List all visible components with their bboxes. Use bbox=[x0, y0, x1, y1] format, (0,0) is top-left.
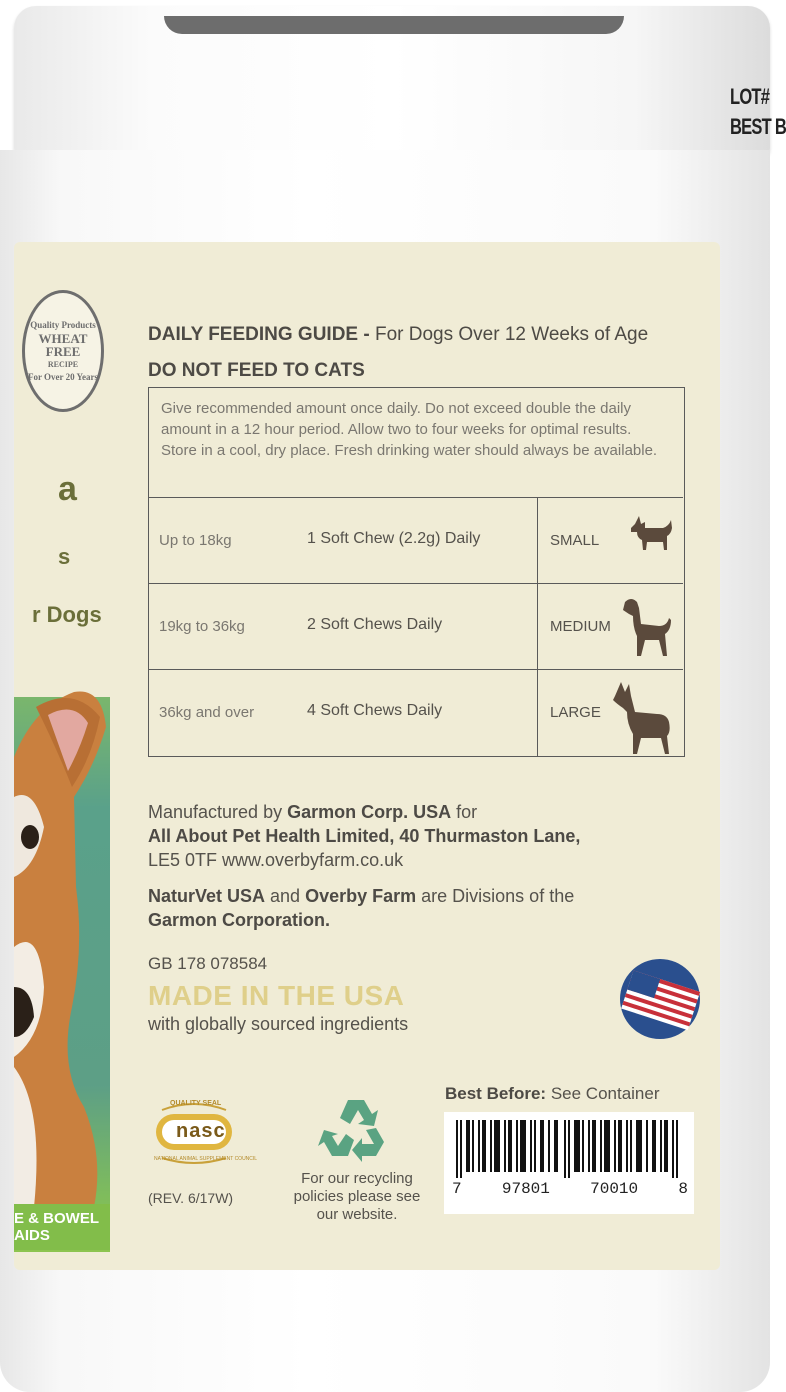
best-before bbox=[445, 1084, 660, 1104]
lid-rim bbox=[164, 16, 624, 34]
size-cell bbox=[537, 670, 683, 756]
nasc-mark: nasc bbox=[176, 1120, 226, 1142]
table-row bbox=[149, 670, 683, 756]
corporation-name: Garmon Corporation. bbox=[148, 910, 331, 930]
feeding-guide-title: DAILY FEEDING GUIDE - bbox=[148, 324, 370, 345]
back-panel bbox=[148, 242, 708, 1270]
feeding-table bbox=[148, 387, 685, 757]
weight-cell: 36kg and over bbox=[159, 704, 255, 721]
dose-cell: 1 Soft Chew (2.2g) Daily bbox=[307, 530, 481, 547]
partial-title-text: s bbox=[58, 544, 71, 569]
divisions-info bbox=[148, 884, 708, 932]
barcode-digit-group: 8 bbox=[678, 1180, 688, 1198]
made-in-usa: MADE IN THE USA bbox=[148, 980, 405, 1011]
small-dog-icon bbox=[627, 510, 675, 558]
revision-code: (REV. 6/17W) bbox=[148, 1190, 234, 1206]
product-type-band: E & BOWEL AIDS bbox=[14, 1204, 110, 1250]
sourcing-note: with globally sourced ingredients bbox=[148, 1014, 409, 1034]
divisions-rest: are Divisions of the bbox=[416, 886, 575, 906]
distributor: All About Pet Health Limited, 40 Thurmaston Lane, bbox=[148, 826, 581, 846]
dose-cell: 4 Soft Chews Daily bbox=[307, 702, 443, 719]
large-dog-icon bbox=[611, 682, 675, 758]
nasc-top-text: QUALITY SEAL bbox=[170, 1100, 222, 1107]
front-label-edge bbox=[14, 242, 124, 1270]
table-row bbox=[149, 584, 683, 670]
us-flag-icon bbox=[618, 956, 702, 1042]
size-cell bbox=[537, 498, 683, 584]
bulldog-photo bbox=[14, 687, 114, 1207]
product-label bbox=[14, 242, 720, 1270]
weight-cell: Up to 18kg bbox=[159, 532, 232, 549]
gb-number: GB 178 078584 bbox=[148, 954, 268, 973]
lot-line: LOT# bbox=[730, 84, 770, 109]
divisions-and: and bbox=[265, 886, 306, 906]
mfr-for: for bbox=[451, 802, 478, 822]
barcode-digit-group: 7 bbox=[452, 1180, 462, 1198]
mfr-company: Garmon Corp. USA bbox=[287, 802, 452, 822]
jar-lid bbox=[14, 6, 786, 156]
best-before-stamp-line: BEST B bbox=[730, 114, 786, 139]
barcode bbox=[444, 1112, 694, 1214]
seal-text: WHEAT bbox=[38, 330, 88, 346]
best-before-value: See Container bbox=[546, 1084, 660, 1103]
barcode-digits bbox=[452, 1180, 688, 1198]
mfr-prefix: Manufactured by bbox=[148, 802, 288, 822]
feeding-guide-subtitle: For Dogs Over 12 Weeks of Age bbox=[369, 324, 649, 345]
weight-cell: 19kg to 36kg bbox=[159, 618, 245, 635]
recycling-note: For our recycling policies please see our website. bbox=[293, 1170, 421, 1223]
size-cell bbox=[537, 584, 683, 670]
seal-text: Quality Products bbox=[30, 319, 96, 330]
dose-cell: 2 Soft Chews Daily bbox=[307, 616, 443, 633]
feeding-guide-heading bbox=[148, 324, 648, 346]
best-before-label: Best Before: bbox=[445, 1084, 547, 1103]
manufacturer-info bbox=[148, 800, 708, 872]
distributor-address: LE5 0TF www.overbyfarm.co.uk bbox=[148, 850, 404, 870]
nasc-quality-seal bbox=[148, 1098, 258, 1172]
feeding-instructions: Give recommended amount once daily. Do not exceed double the daily amount in a 12 hour period. Allow two to four weeks for optimal results. Store in a cool, dry place. Fresh drinking water should always be available. bbox=[149, 388, 683, 498]
partial-title-text: a bbox=[58, 470, 77, 508]
size-label: MEDIUM bbox=[550, 618, 611, 635]
barcode-bars bbox=[456, 1120, 682, 1178]
partial-title-text: r Dogs bbox=[32, 602, 102, 627]
cat-warning: DO NOT FEED TO CATS bbox=[148, 360, 365, 381]
barcode-digit-group: 97801 bbox=[501, 1180, 550, 1198]
brand-overby: Overby Farm bbox=[305, 886, 417, 906]
seal-text: RECIPE bbox=[47, 359, 79, 369]
medium-dog-icon bbox=[619, 596, 675, 660]
seal-text: FREE bbox=[45, 343, 81, 359]
brand-naturvet: NaturVet USA bbox=[148, 886, 266, 906]
table-row bbox=[149, 498, 683, 584]
barcode-digit-group: 70010 bbox=[590, 1180, 639, 1198]
recycle-icon bbox=[318, 1094, 394, 1162]
wheat-free-seal bbox=[22, 290, 104, 412]
seal-text: For Over 20 Years bbox=[27, 371, 99, 382]
lot-stamp bbox=[730, 82, 786, 142]
nasc-bottom-text: NATIONAL ANIMAL SUPPLEMENT COUNCIL bbox=[154, 1156, 258, 1162]
size-label: LARGE bbox=[550, 704, 601, 721]
size-label: SMALL bbox=[550, 532, 600, 549]
